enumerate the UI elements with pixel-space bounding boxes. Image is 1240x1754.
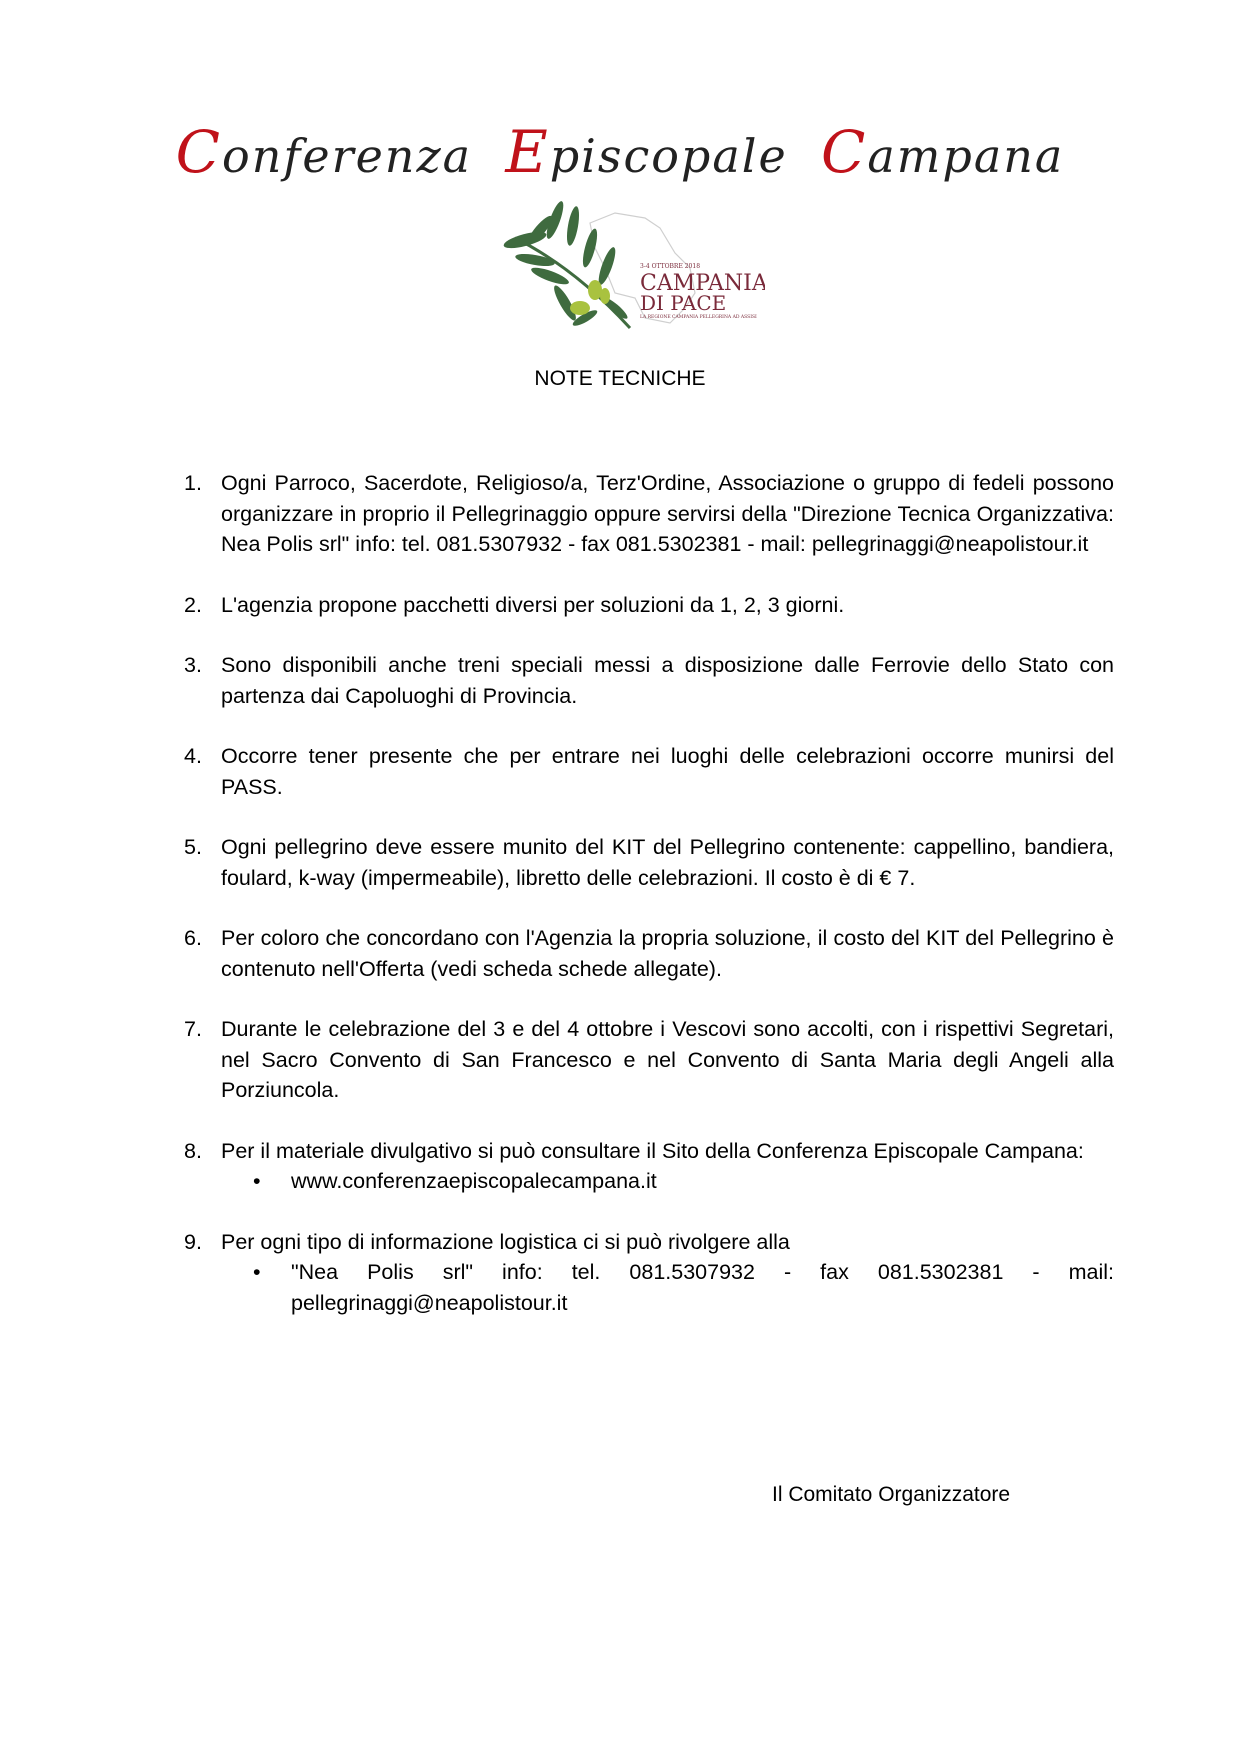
bullet-icon: • — [253, 1260, 261, 1284]
title-word: piscopale — [549, 129, 788, 183]
title-initial: E — [505, 118, 550, 186]
letterhead-title — [0, 118, 1240, 186]
title-word: ampana — [867, 129, 1065, 183]
svg-text:CAMPANIA: CAMPANIA — [640, 271, 765, 296]
list-item — [184, 590, 1114, 621]
title-word: onferenza — [222, 129, 473, 183]
item-number: 8. — [184, 1138, 202, 1163]
item-text: Sono disponibili anche treni speciali messi a disposizione dalle Ferrovie dello Stato con partenza dai Capoluoghi di Provincia. — [221, 653, 1114, 708]
title-initial: C — [820, 118, 868, 186]
item-text: Per coloro che concordano con l'Agenzia la propria soluzione, il costo del KIT del Pellegrino è contenuto nell'Offerta (vedi scheda schede allegate). — [221, 926, 1114, 981]
item-text: Per ogni tipo di informazione logistica ci si può rivolgere alla — [221, 1229, 790, 1254]
signature: Il Comitato Organizzatore — [772, 1483, 1011, 1506]
list-item — [184, 741, 1114, 802]
contact-info: "Nea Polis srl" info: tel. 081.5307932 - fax 081.5302381 - mail: pellegrinaggi@neapolistour.it — [291, 1260, 1114, 1315]
olives-icon — [570, 280, 610, 315]
item-text: Ogni pellegrino deve essere munito del KIT del Pellegrino contenente: cappellino, bandiera, foulard, k-way (impermeabile), libretto delle celebrazioni. Il costo è di € 7. — [221, 835, 1114, 890]
bullet-list — [221, 1257, 1114, 1318]
item-number: 7. — [184, 1017, 202, 1041]
item-number: 1. — [184, 471, 202, 495]
item-text: Occorre tener presente che per entrare nei luoghi delle celebrazioni occorre munirsi del PASS. — [221, 744, 1114, 799]
list-item — [184, 1014, 1114, 1106]
list-item — [184, 832, 1114, 893]
item-text: L'agenzia propone pacchetti diversi per soluzioni da 1, 2, 3 giorni. — [221, 592, 845, 617]
item-text: Per il materiale divulgativo si può consultare il Sito della Conferenza Episcopale Campana: — [221, 1138, 1084, 1163]
olive-branch-icon — [502, 199, 630, 328]
bullet-item — [221, 1166, 1114, 1197]
list-item — [184, 468, 1114, 560]
list-item — [184, 1227, 1114, 1319]
campania-di-pace-logo — [495, 198, 765, 338]
document-title: NOTE TECNICHE — [534, 367, 706, 390]
item-number: 3. — [184, 653, 202, 677]
list-item — [184, 650, 1114, 711]
item-number: 4. — [184, 744, 202, 768]
bullet-icon: • — [253, 1169, 261, 1193]
item-text: Durante le celebrazione del 3 e del 4 ottobre i Vescovi sono accolti, con i rispettivi Segretari, nel Sacro Convento di San Francesco e nel Convento di Santa Maria degli Angeli alla Porziuncola. — [221, 1017, 1114, 1102]
item-number: 6. — [184, 926, 202, 950]
item-number: 2. — [184, 592, 202, 617]
item-number: 9. — [184, 1229, 202, 1254]
bullet-list — [221, 1166, 1114, 1197]
svg-text:LA REGIONE CAMPANIA PELLEGRINA: LA REGIONE CAMPANIA PELLEGRINA AD ASSISI — [640, 315, 757, 320]
bullet-item — [221, 1257, 1114, 1318]
svg-text:DI PACE: DI PACE — [640, 291, 727, 315]
numbered-list — [184, 468, 1114, 1348]
svg-text:3-4 OTTOBRE 2018: 3-4 OTTOBRE 2018 — [640, 263, 701, 270]
list-item — [184, 1136, 1114, 1197]
website-link[interactable]: www.conferenzaepiscopalecampana.it — [291, 1169, 657, 1193]
item-number: 5. — [184, 835, 202, 859]
item-text: Ogni Parroco, Sacerdote, Religioso/a, Terz'Ordine, Associazione o gruppo di fedeli possono organizzare in proprio il Pellegrinaggio oppure servirsi della "Direzione Tecnica Organizzativa: Nea Polis srl" info: tel. 081.5307932 - fax 081.5302381 - mail: pellegrinaggi@neapolistour.it — [221, 471, 1114, 556]
list-item — [184, 923, 1114, 984]
title-initial: C — [175, 118, 223, 186]
